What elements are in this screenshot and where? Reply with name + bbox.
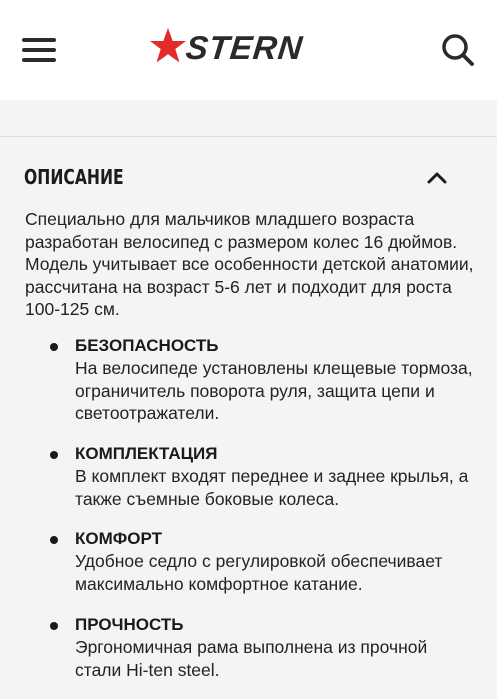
section-divider: [0, 100, 497, 137]
description-accordion-header[interactable]: [24, 163, 454, 193]
site-header: [0, 0, 497, 100]
menu-line: [22, 38, 56, 42]
logo-wordmark: STERN: [184, 29, 305, 66]
feature-text: Эргономичная рама выполнена из прочной стали Hi-ten steel.: [75, 637, 428, 680]
bullet-icon: [50, 536, 58, 544]
feature-title: КОМПЛЕКТАЦИЯ: [75, 444, 218, 463]
description-intro: Специально для мальчиков младшего возраста разработан велосипед с размером колес 16 дюймов. Модель учитывает все особенности детской анатомии, рассчитана на возраст 5-6 лет и подходит для роста 100-125 см.: [25, 209, 474, 319]
hamburger-menu-icon[interactable]: [22, 36, 56, 64]
bullet-icon: [50, 451, 58, 459]
bullet-icon: [50, 622, 58, 630]
stern-logo[interactable]: [148, 26, 338, 70]
search-icon[interactable]: [440, 32, 476, 68]
star-logo-icon: [148, 26, 188, 66]
feature-title: ПРОЧНОСТЬ: [75, 615, 184, 634]
bullet-icon: [50, 343, 58, 351]
chevron-up-icon[interactable]: [426, 169, 448, 185]
feature-text: На велосипеде установлены клещевые тормоза, ограничитель поворота руля, защита цепи и светоотражатели.: [75, 358, 473, 423]
feature-title: БЕЗОПАСНОСТЬ: [75, 336, 219, 355]
feature-title: КОМФОРТ: [75, 529, 162, 548]
menu-line: [22, 48, 56, 52]
feature-text: В комплект входят переднее и заднее крылья, а также съемные боковые колеса.: [75, 466, 469, 509]
menu-line: [22, 58, 56, 62]
feature-text: Удобное седло с регулировкой обеспечивает максимально комфортное катание.: [75, 551, 443, 594]
section-title: ОПИСАНИЕ: [24, 165, 124, 189]
description-section: [0, 137, 497, 699]
